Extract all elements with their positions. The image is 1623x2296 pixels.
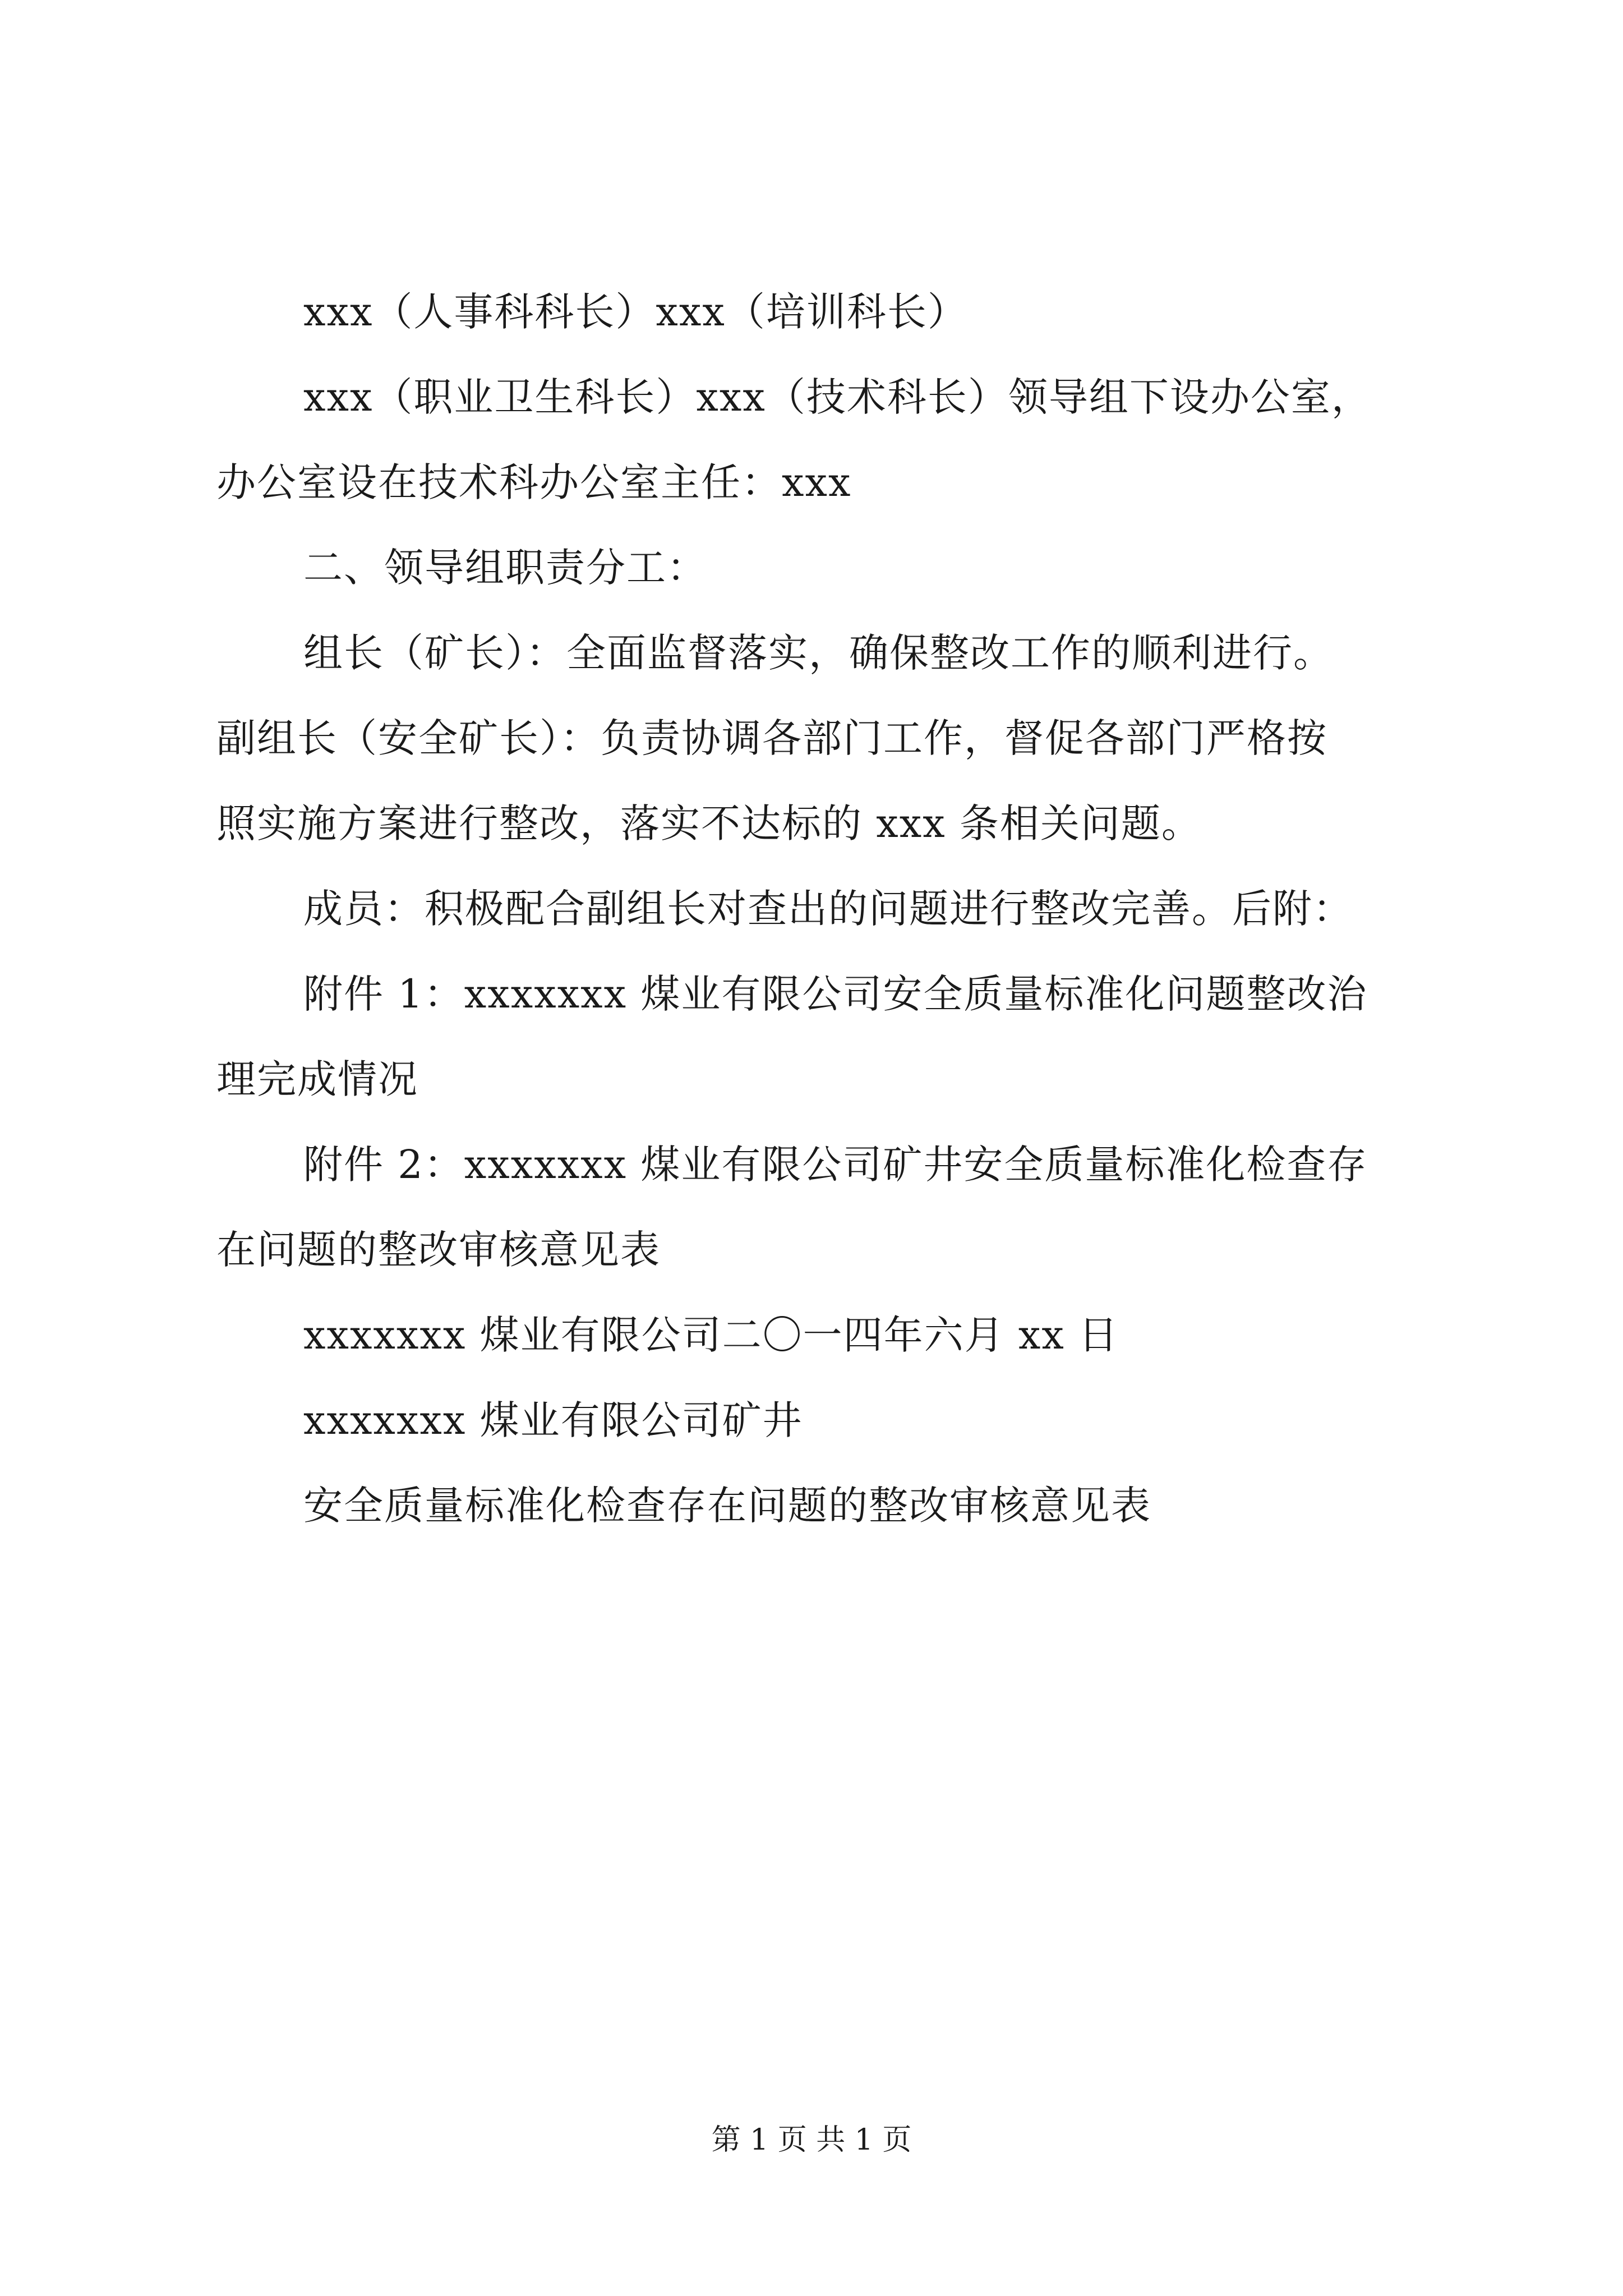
text-line-leader: 组长（矿长）：全面监督落实，确保整改工作的顺利进行。 xyxy=(303,630,1334,676)
page-number-footer: 第 1 页 共 1 页 xyxy=(711,2123,912,2157)
text-line-attachment-2: 附件 2：xxxxxxx 煤业有限公司矿井安全质量标准化检查存 xyxy=(303,1142,1368,1188)
text-line-signature-date: xxxxxxx 煤业有限公司二〇一四年六月 xx 日 xyxy=(303,1312,1119,1358)
text-line-form-title: 安全质量标准化检查存在问题的整改审核意见表 xyxy=(303,1483,1151,1529)
text-line-attachment-2-cont: 在问题的整改审核意见表 xyxy=(216,1227,661,1273)
text-line-deputy-leader-cont: 照实施方案进行整改，落实不达标的 xxx 条相关问题。 xyxy=(216,800,1202,846)
document-body xyxy=(216,269,1422,1548)
section-heading-duties: 二、领导组职责分工： xyxy=(303,545,707,591)
text-line-deputy-leader: 副组长（安全矿长）：负责协调各部门工作，督促各部门严格按 xyxy=(216,715,1327,761)
text-line-members: 成员：积极配合副组长对查出的问题进行整改完善。后附： xyxy=(303,886,1353,932)
text-line-staff-2: xxx（职业卫生科长）xxx（技术科长）领导组下设办公室， xyxy=(303,374,1372,420)
text-line-company-mine: xxxxxxx 煤业有限公司矿井 xyxy=(303,1397,803,1443)
text-line-attachment-1-cont: 理完成情况 xyxy=(216,1056,418,1102)
text-line-office: 办公室设在技术科办公室主任：xxx xyxy=(216,459,852,505)
text-line-attachment-1: 附件 1：xxxxxxx 煤业有限公司安全质量标准化问题整改治 xyxy=(303,971,1368,1017)
text-line-staff-1: xxx（人事科科长）xxx（培训科长） xyxy=(303,289,968,335)
